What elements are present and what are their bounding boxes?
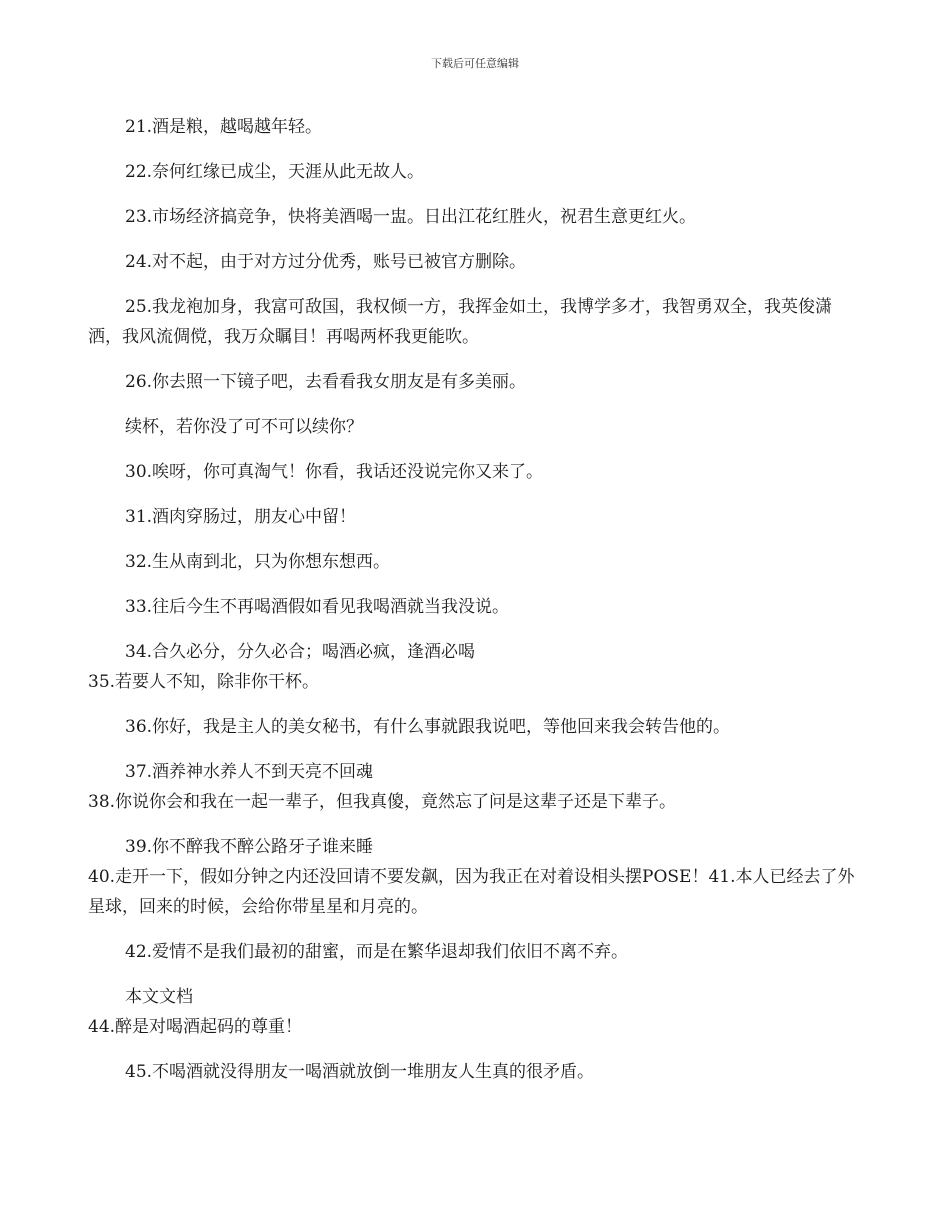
paragraph-39: 39.你不醉我不醉公路牙子谁来睡 bbox=[125, 837, 374, 857]
paragraph-35: 35.若要人不知，除非你干杯。 bbox=[88, 672, 320, 692]
paragraph-32: 32.生从南到北，只为你想东想西。 bbox=[125, 552, 391, 572]
paragraph-44: 44.醉是对喝酒起码的尊重！ bbox=[88, 1017, 303, 1037]
paragraph-30: 30.唉呀，你可真淘气！你看，我话还没说完你又来了。 bbox=[125, 462, 544, 482]
paragraph-24: 24.对不起，由于对方过分优秀，账号已被官方删除。 bbox=[125, 252, 527, 272]
paragraph-22: 22.奈何红缘已成尘，天涯从此无故人。 bbox=[125, 162, 425, 182]
paragraph-33: 33.往后今生不再喝酒假如看见我喝酒就当我没说。 bbox=[125, 597, 510, 617]
document-body bbox=[88, 112, 863, 1087]
paragraph-23: 23.市场经济搞竞争，快将美酒喝一盅。日出江花红胜火，祝君生意更红火。 bbox=[125, 207, 697, 227]
paragraph-21: 21.酒是粮，越喝越年轻。 bbox=[125, 117, 323, 137]
paragraph-45: 45.不喝酒就没得朋友一喝酒就放倒一堆朋友人生真的很矛盾。 bbox=[125, 1062, 595, 1082]
paragraph-31: 31.酒肉穿肠过，朋友心中留！ bbox=[125, 507, 357, 527]
paragraph-36: 36.你好，我是主人的美女秘书，有什么事就跟我说吧，等他回来我会转告他的。 bbox=[125, 717, 731, 737]
page-header: 下载后可任意编辑 bbox=[431, 57, 519, 70]
paragraph-38: 38.你说你会和我在一起一辈子，但我真傻，竟然忘了问是这辈子还是下辈子。 bbox=[88, 792, 677, 812]
paragraph-40: 40.走开一下，假如分钟之内还没回请不要发飙，因为我正在对着设相头摆POSE！41.本人已经去了外星球，回来的时候，会给你带星星和月亮的。 bbox=[88, 867, 855, 917]
paragraph-34: 34.合久必分，分久必合；喝酒必疯，逢酒必喝 bbox=[125, 642, 476, 662]
paragraph-doc-note: 本文文档 bbox=[125, 987, 193, 1007]
paragraph-25: 25.我龙袍加身，我富可敌国，我权倾一方，我挥金如土，我博学多才，我智勇双全，我英俊潇洒，我风流倜傥，我万众瞩目！再喝两杯我更能吹。 bbox=[88, 297, 833, 347]
paragraph-26: 26.你去照一下镜子吧，去看看我女朋友是有多美丽。 bbox=[125, 372, 527, 392]
paragraph-refill: 续杯，若你没了可不可以续你？ bbox=[125, 417, 363, 437]
paragraph-37: 37.酒养神水养人不到天亮不回魂 bbox=[125, 762, 374, 782]
paragraph-42: 42.爱情不是我们最初的甜蜜，而是在繁华退却我们依旧不离不弃。 bbox=[125, 942, 629, 962]
